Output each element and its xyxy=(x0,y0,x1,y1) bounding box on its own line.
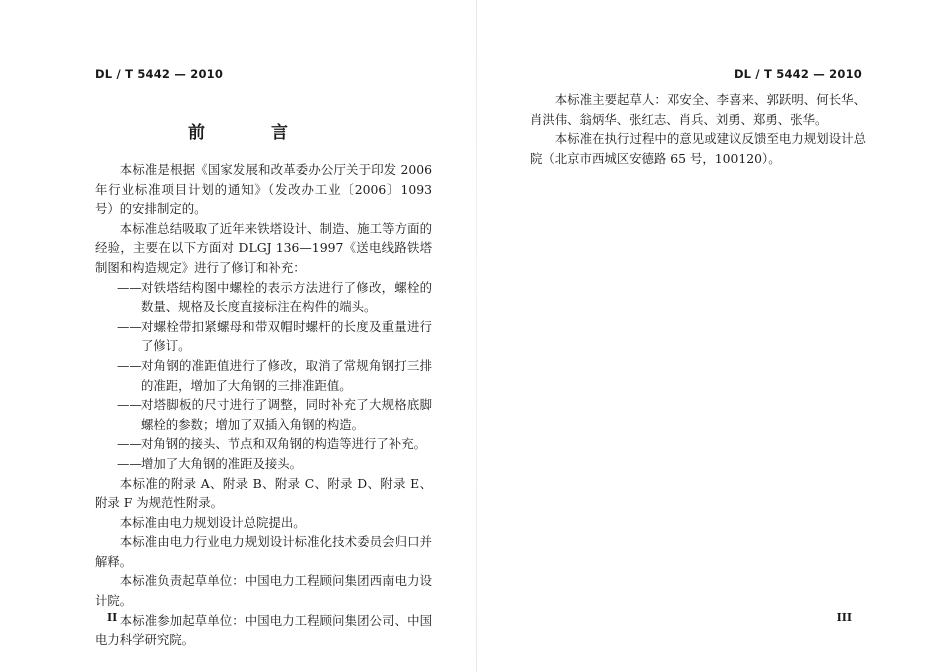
list-dash: —— xyxy=(117,436,142,452)
list-item-text: 增加了大角钢的准距及接头。 xyxy=(141,455,303,471)
list-dash: —— xyxy=(117,357,142,373)
list-dash: —— xyxy=(117,455,142,471)
list-item-text: 对螺栓带扣紧螺母和带双帽时螺杆的长度及重量进行了修订。 xyxy=(141,318,432,354)
paragraph: 本标准参加起草单位：中国电力工程顾问集团公司、中国电力科学研究院。 xyxy=(95,612,432,648)
right-page xyxy=(477,0,950,672)
list-dash: —— xyxy=(117,397,142,413)
paragraph: 本标准主要起草人：邓安全、李喜来、郭跃明、何长华、肖洪伟、翁炳华、张红志、肖兵、刘勇、郑勇、张华。 xyxy=(530,92,866,127)
list-item xyxy=(95,278,432,317)
list-item xyxy=(95,434,432,454)
list-item-text: 对塔脚板的尺寸进行了调整，同时补充了大规格底脚螺栓的参数；增加了双插入角钢的构造。 xyxy=(141,397,432,432)
list-item-text: 对角钢的准距值进行了修改，取消了常规角钢打三排的准距，增加了大角钢的三排准距值。 xyxy=(141,357,432,393)
left-page-number: II xyxy=(107,611,118,624)
right-page-header: DL / T 5442 — 2010 xyxy=(733,67,862,81)
list-item xyxy=(95,454,432,474)
paragraph: 本标准在执行过程中的意见或建议反馈至电力规划设计总院（北京市西城区安德路 65 号，100120）。 xyxy=(530,131,866,166)
paragraph: 本标准的附录 A、附录 B、附录 C、附录 D、附录 E、附录 F 为规范性附录。 xyxy=(95,475,432,511)
right-page-number: III xyxy=(836,611,852,624)
list-dash: —— xyxy=(117,279,142,295)
list-item xyxy=(95,395,432,434)
paragraph: 本标准由电力规划设计总院提出。 xyxy=(119,514,306,530)
list-item-text: 对角钢的接头、节点和双角钢的构造等进行了补充。 xyxy=(141,436,426,452)
paragraph: 本标准由电力行业电力规划设计标准化技术委员会归口并解释。 xyxy=(95,534,432,569)
paragraph: 本标准总结吸取了近年来铁塔设计、制造、施工等方面的经验，主要在以下方面对 DLGJ 136—1997《送电线路铁塔制图和构造规定》进行了修订和补充： xyxy=(95,220,432,275)
right-page-body xyxy=(530,90,866,168)
paragraph: 本标准负责起草单位：中国电力工程顾问集团西南电力设计院。 xyxy=(95,573,432,609)
page-title: 前 言 xyxy=(188,123,318,143)
list-item-text: 对铁塔结构图中螺栓的表示方法进行了修改，螺栓的数量、规格及长度直接标注在构件的端头。 xyxy=(141,279,432,315)
list-dash: —— xyxy=(117,318,142,334)
list-item xyxy=(95,356,432,395)
paragraph: 本标准是根据《国家发展和改革委办公厅关于印发 2006 年行业标准项目计划的通知》（发改办工业〔2006〕1093 号）的安排制定的。 xyxy=(95,162,432,217)
left-page-header: DL / T 5442 — 2010 xyxy=(95,67,224,81)
left-page-body xyxy=(95,160,432,650)
list-item xyxy=(95,317,432,356)
